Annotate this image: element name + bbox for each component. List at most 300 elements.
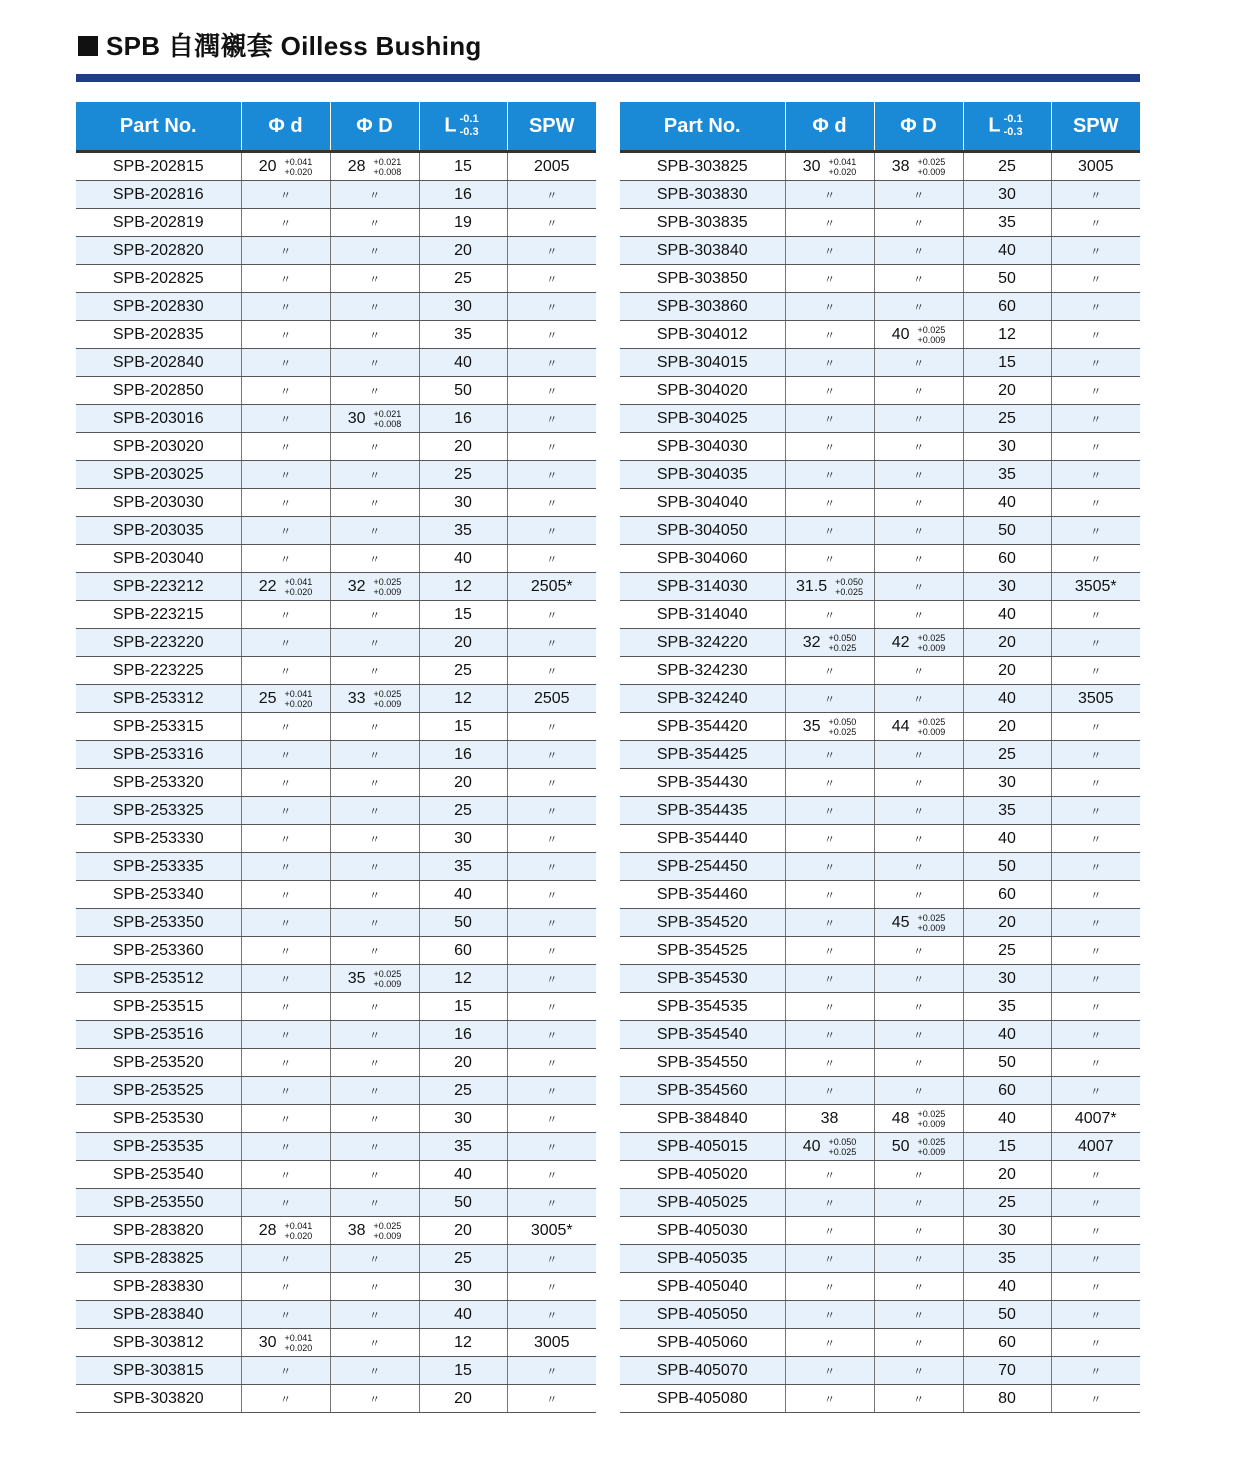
inner-diameter-cell-value: 〃 bbox=[280, 273, 291, 286]
inner-diameter-cell-value: 〃 bbox=[824, 329, 835, 342]
spw-cell bbox=[507, 181, 596, 209]
part-no-cell bbox=[76, 1077, 241, 1105]
spw-cell-value: 〃 bbox=[546, 945, 558, 958]
outer-diameter-cell bbox=[874, 1217, 963, 1245]
spw-cell bbox=[1051, 349, 1140, 377]
inner-diameter-cell bbox=[241, 1077, 330, 1105]
part-no-cell-value: SPB-253350 bbox=[112, 913, 204, 931]
part-no-cell bbox=[76, 1273, 241, 1301]
table-row bbox=[76, 853, 596, 881]
part-no-cell bbox=[620, 629, 785, 657]
outer-diameter-cell-value: 〃 bbox=[369, 945, 380, 958]
part-no-cell bbox=[76, 1245, 241, 1273]
length-cell-value: 40 bbox=[998, 493, 1016, 511]
part-no-cell bbox=[76, 517, 241, 545]
part-no-cell bbox=[620, 152, 785, 181]
length-cell bbox=[419, 1021, 507, 1049]
spw-cell-value: 〃 bbox=[546, 1085, 558, 1098]
part-no-cell-value: SPB-202815 bbox=[112, 157, 204, 175]
outer-diameter-cell-value: 〃 bbox=[369, 301, 380, 314]
outer-diameter-cell-value: 〃 bbox=[913, 525, 924, 538]
part-no-cell-value: SPB-324240 bbox=[656, 689, 748, 707]
table-row bbox=[76, 909, 596, 937]
length-cell bbox=[419, 769, 507, 797]
header-part-no: Part No. bbox=[620, 102, 785, 152]
length-cell bbox=[963, 517, 1051, 545]
spw-cell-value: 〃 bbox=[546, 833, 558, 846]
part-no-cell-value: SPB-354420 bbox=[656, 717, 748, 735]
spw-cell-value: 〃 bbox=[546, 749, 558, 762]
inner-diameter-cell bbox=[785, 405, 874, 433]
part-no-cell bbox=[620, 1049, 785, 1077]
length-cell-value: 30 bbox=[454, 297, 472, 315]
spw-cell-value: 〃 bbox=[1090, 1365, 1102, 1378]
outer-diameter-cell bbox=[874, 377, 963, 405]
part-no-cell bbox=[620, 1245, 785, 1273]
part-no-cell bbox=[620, 1217, 785, 1245]
outer-diameter-cell bbox=[330, 1329, 419, 1357]
outer-diameter-cell-value: 〃 bbox=[369, 1393, 380, 1406]
inner-diameter-cell-value: 〃 bbox=[280, 217, 291, 230]
inner-diameter-cell-value: 〃 bbox=[280, 357, 291, 370]
tolerance: +0.025 +0.009 bbox=[917, 324, 946, 345]
length-cell-value: 25 bbox=[454, 269, 472, 287]
spw-cell-value: 3005 bbox=[533, 1333, 570, 1351]
outer-diameter-cell bbox=[330, 881, 419, 909]
inner-diameter-cell bbox=[785, 433, 874, 461]
part-no-cell-value: SPB-223220 bbox=[112, 633, 204, 651]
inner-diameter-cell-value: 〃 bbox=[280, 973, 291, 986]
part-no-cell-value: SPB-203025 bbox=[112, 465, 204, 483]
length-cell-value: 30 bbox=[454, 1109, 472, 1127]
table-row bbox=[76, 657, 596, 685]
table-row bbox=[620, 601, 1140, 629]
inner-diameter-cell bbox=[785, 349, 874, 377]
inner-diameter-cell bbox=[241, 937, 330, 965]
table-row bbox=[620, 881, 1140, 909]
spw-cell bbox=[1051, 1105, 1140, 1133]
part-no-cell-value: SPB-203040 bbox=[112, 549, 204, 567]
inner-diameter-cell-value: 〃 bbox=[824, 469, 835, 482]
inner-diameter-cell bbox=[241, 1105, 330, 1133]
inner-diameter-cell bbox=[785, 1329, 874, 1357]
length-cell-value: 15 bbox=[454, 1361, 472, 1379]
inner-diameter-cell-value: 〃 bbox=[824, 805, 835, 818]
spw-cell-value: 〃 bbox=[1090, 441, 1102, 454]
inner-diameter-cell bbox=[241, 993, 330, 1021]
inner-diameter-cell bbox=[785, 1189, 874, 1217]
inner-diameter-cell bbox=[785, 1273, 874, 1301]
header-spw: SPW bbox=[507, 102, 596, 152]
spw-cell-value: 〃 bbox=[546, 1057, 558, 1070]
spw-cell-value: 〃 bbox=[1090, 637, 1102, 650]
outer-diameter-cell-value: 〃 bbox=[913, 1029, 924, 1042]
length-cell bbox=[963, 1049, 1051, 1077]
inner-diameter-cell-value: 〃 bbox=[280, 329, 291, 342]
part-no-cell bbox=[76, 1217, 241, 1245]
length-cell-value: 25 bbox=[998, 941, 1016, 959]
part-no-cell bbox=[76, 993, 241, 1021]
part-no-cell bbox=[76, 209, 241, 237]
table-row bbox=[620, 657, 1140, 685]
table-row bbox=[620, 545, 1140, 573]
part-no-cell bbox=[620, 1161, 785, 1189]
part-no-cell-value: SPB-354550 bbox=[656, 1053, 748, 1071]
spw-cell bbox=[507, 629, 596, 657]
spw-cell-value: 〃 bbox=[1090, 1225, 1102, 1238]
spw-cell-value: 〃 bbox=[1090, 833, 1102, 846]
table-row bbox=[76, 237, 596, 265]
length-cell bbox=[963, 265, 1051, 293]
spw-cell bbox=[507, 377, 596, 405]
length-cell bbox=[963, 657, 1051, 685]
inner-diameter-cell bbox=[241, 321, 330, 349]
outer-diameter-cell bbox=[330, 237, 419, 265]
tolerance: +0.025 +0.009 bbox=[373, 1220, 402, 1241]
length-cell bbox=[419, 433, 507, 461]
inner-diameter-cell bbox=[785, 797, 874, 825]
part-no-cell bbox=[620, 573, 785, 601]
part-no-cell bbox=[620, 1021, 785, 1049]
part-no-cell bbox=[620, 685, 785, 713]
inner-diameter-cell bbox=[785, 909, 874, 937]
spw-cell bbox=[507, 993, 596, 1021]
table-row bbox=[620, 181, 1140, 209]
inner-diameter-cell-value: 〃 bbox=[280, 1057, 291, 1070]
spw-cell-value: 〃 bbox=[1090, 525, 1102, 538]
inner-diameter-cell-value: 〃 bbox=[824, 861, 835, 874]
part-no-cell bbox=[76, 1049, 241, 1077]
header-outer-diameter: Φ D bbox=[874, 102, 963, 152]
inner-diameter-cell-value: 〃 bbox=[824, 1001, 835, 1014]
spw-cell-value: 〃 bbox=[1090, 1169, 1102, 1182]
spw-cell bbox=[1051, 629, 1140, 657]
length-cell bbox=[419, 293, 507, 321]
table-row bbox=[76, 209, 596, 237]
inner-diameter-cell bbox=[785, 965, 874, 993]
length-cell-value: 15 bbox=[454, 605, 472, 623]
spw-cell bbox=[507, 937, 596, 965]
inner-diameter-cell-value: 〃 bbox=[280, 1001, 291, 1014]
part-no-cell bbox=[620, 1077, 785, 1105]
spw-cell-value: 〃 bbox=[546, 301, 558, 314]
length-cell bbox=[419, 601, 507, 629]
inner-diameter-cell bbox=[785, 489, 874, 517]
spw-cell bbox=[1051, 237, 1140, 265]
length-cell-value: 30 bbox=[454, 1277, 472, 1295]
spw-cell bbox=[1051, 1189, 1140, 1217]
outer-diameter-cell bbox=[874, 433, 963, 461]
outer-diameter-cell bbox=[874, 1385, 963, 1413]
outer-diameter-cell bbox=[330, 321, 419, 349]
part-no-cell-value: SPB-324230 bbox=[656, 661, 748, 679]
spw-cell-value: 〃 bbox=[1090, 301, 1102, 314]
length-cell-value: 50 bbox=[998, 857, 1016, 875]
outer-diameter-cell-value: 〃 bbox=[913, 609, 924, 622]
length-cell-value: 16 bbox=[454, 745, 472, 763]
spw-cell-value: 〃 bbox=[1090, 1337, 1102, 1350]
outer-diameter-cell bbox=[330, 209, 419, 237]
inner-diameter-cell bbox=[241, 1133, 330, 1161]
part-no-cell-value: SPB-303820 bbox=[112, 1389, 204, 1407]
part-no-cell-value: SPB-203030 bbox=[112, 493, 204, 511]
spw-cell bbox=[507, 965, 596, 993]
inner-diameter-cell-value: 〃 bbox=[280, 525, 291, 538]
outer-diameter-cell-value: 〃 bbox=[913, 889, 924, 902]
part-no-cell-value: SPB-203035 bbox=[112, 521, 204, 539]
header-inner-diameter: Φ d bbox=[785, 102, 874, 152]
outer-diameter-cell bbox=[874, 853, 963, 881]
part-no-cell bbox=[620, 517, 785, 545]
inner-diameter-cell bbox=[241, 1385, 330, 1413]
part-no-cell bbox=[76, 461, 241, 489]
spw-cell bbox=[1051, 1329, 1140, 1357]
outer-diameter-cell-value: 〃 bbox=[369, 329, 380, 342]
length-cell bbox=[419, 657, 507, 685]
inner-diameter-cell-value: 〃 bbox=[280, 1393, 291, 1406]
spw-cell bbox=[507, 489, 596, 517]
inner-diameter-cell-value: 31.5 bbox=[796, 577, 828, 595]
outer-diameter-cell bbox=[874, 769, 963, 797]
table-row bbox=[620, 405, 1140, 433]
table-row bbox=[620, 741, 1140, 769]
spw-cell-value: 〃 bbox=[1090, 217, 1102, 230]
length-cell-value: 35 bbox=[998, 997, 1016, 1015]
outer-diameter-cell-value: 〃 bbox=[913, 1281, 924, 1294]
outer-diameter-cell-value: 〃 bbox=[369, 609, 380, 622]
part-no-cell bbox=[620, 797, 785, 825]
outer-diameter-cell bbox=[874, 1021, 963, 1049]
outer-diameter-cell-value: 50 bbox=[891, 1137, 910, 1155]
inner-diameter-cell-value: 〃 bbox=[824, 1225, 835, 1238]
part-no-cell-value: SPB-314040 bbox=[656, 605, 748, 623]
outer-diameter-cell bbox=[874, 349, 963, 377]
inner-diameter-cell-value: 〃 bbox=[824, 1085, 835, 1098]
table-row bbox=[620, 1273, 1140, 1301]
inner-diameter-cell bbox=[241, 797, 330, 825]
outer-diameter-cell bbox=[874, 545, 963, 573]
part-no-cell-value: SPB-304060 bbox=[656, 549, 748, 567]
part-no-cell bbox=[620, 181, 785, 209]
part-no-cell-value: SPB-354520 bbox=[656, 913, 748, 931]
part-no-cell-value: SPB-304035 bbox=[656, 465, 748, 483]
length-cell-value: 50 bbox=[998, 1053, 1016, 1071]
spw-cell bbox=[1051, 1049, 1140, 1077]
outer-diameter-cell bbox=[330, 657, 419, 685]
inner-diameter-cell-value: 〃 bbox=[280, 1085, 291, 1098]
inner-diameter-cell bbox=[241, 741, 330, 769]
outer-diameter-cell bbox=[330, 545, 419, 573]
inner-diameter-cell-value: 〃 bbox=[280, 917, 291, 930]
length-tolerance: -0.1 -0.3 bbox=[1003, 113, 1023, 138]
length-cell bbox=[963, 853, 1051, 881]
outer-diameter-cell-value: 〃 bbox=[913, 1001, 924, 1014]
table-body bbox=[620, 152, 1140, 1413]
spw-cell bbox=[1051, 265, 1140, 293]
length-cell bbox=[963, 349, 1051, 377]
length-cell-value: 20 bbox=[454, 633, 472, 651]
spw-cell-value: 〃 bbox=[546, 385, 558, 398]
part-no-cell-value: SPB-303830 bbox=[656, 185, 748, 203]
part-no-cell bbox=[620, 909, 785, 937]
inner-diameter-cell bbox=[785, 629, 874, 657]
length-cell-value: 20 bbox=[998, 1165, 1016, 1183]
table-row bbox=[76, 489, 596, 517]
part-no-cell-value: SPB-253335 bbox=[112, 857, 204, 875]
length-cell bbox=[963, 741, 1051, 769]
outer-diameter-cell-value: 〃 bbox=[369, 1253, 380, 1266]
spw-cell bbox=[1051, 1217, 1140, 1245]
inner-diameter-cell bbox=[785, 1161, 874, 1189]
spw-cell-value: 〃 bbox=[1090, 1197, 1102, 1210]
table-row bbox=[76, 1133, 596, 1161]
spw-cell-value: 〃 bbox=[546, 1029, 558, 1042]
outer-diameter-cell-value: 〃 bbox=[913, 805, 924, 818]
header-row bbox=[76, 102, 596, 152]
table-row bbox=[620, 1357, 1140, 1385]
inner-diameter-cell-value: 〃 bbox=[824, 525, 835, 538]
table-row bbox=[76, 321, 596, 349]
inner-diameter-cell-value: 〃 bbox=[280, 805, 291, 818]
outer-diameter-cell bbox=[330, 1105, 419, 1133]
part-no-cell-value: SPB-405015 bbox=[656, 1137, 748, 1155]
outer-diameter-cell bbox=[330, 965, 419, 993]
part-no-cell-value: SPB-202816 bbox=[112, 185, 204, 203]
tolerance: +0.050 +0.025 bbox=[835, 576, 863, 597]
length-cell-value: 40 bbox=[998, 1109, 1016, 1127]
table-row bbox=[620, 825, 1140, 853]
length-cell bbox=[963, 685, 1051, 713]
outer-diameter-cell-value: 〃 bbox=[913, 553, 924, 566]
spw-cell bbox=[507, 1329, 596, 1357]
inner-diameter-cell bbox=[241, 1189, 330, 1217]
length-cell bbox=[419, 685, 507, 713]
inner-diameter-cell-value: 〃 bbox=[280, 749, 291, 762]
length-cell bbox=[963, 405, 1051, 433]
outer-diameter-cell-value: 〃 bbox=[913, 861, 924, 874]
part-no-cell bbox=[620, 741, 785, 769]
table-row bbox=[76, 629, 596, 657]
spw-cell bbox=[507, 1301, 596, 1329]
outer-diameter-cell-value: 〃 bbox=[913, 1169, 924, 1182]
inner-diameter-cell bbox=[241, 152, 330, 181]
outer-diameter-cell bbox=[330, 293, 419, 321]
inner-diameter-cell bbox=[241, 1357, 330, 1385]
table-row bbox=[620, 853, 1140, 881]
inner-diameter-cell bbox=[241, 769, 330, 797]
inner-diameter-cell-value: 〃 bbox=[824, 749, 835, 762]
part-no-cell bbox=[620, 349, 785, 377]
outer-diameter-cell-value: 〃 bbox=[369, 1057, 380, 1070]
length-cell-value: 40 bbox=[998, 829, 1016, 847]
inner-diameter-cell-value: 〃 bbox=[280, 833, 291, 846]
inner-diameter-cell bbox=[785, 545, 874, 573]
part-no-cell bbox=[620, 1385, 785, 1413]
spw-cell-value: 2005 bbox=[533, 157, 570, 175]
inner-diameter-cell-value: 〃 bbox=[824, 833, 835, 846]
outer-diameter-cell bbox=[330, 1133, 419, 1161]
length-cell bbox=[419, 152, 507, 181]
length-cell bbox=[419, 1329, 507, 1357]
outer-diameter-cell-value: 〃 bbox=[369, 217, 380, 230]
outer-diameter-cell-value: 〃 bbox=[913, 1365, 924, 1378]
spw-cell bbox=[507, 1217, 596, 1245]
length-cell-value: 40 bbox=[454, 1305, 472, 1323]
part-no-cell bbox=[620, 545, 785, 573]
length-cell bbox=[963, 377, 1051, 405]
spw-cell-value: 〃 bbox=[546, 497, 558, 510]
table-row bbox=[620, 573, 1140, 601]
spw-cell bbox=[507, 1385, 596, 1413]
spw-cell-value: 〃 bbox=[1090, 1001, 1102, 1014]
part-no-cell-value: SPB-253312 bbox=[112, 689, 204, 707]
inner-diameter-cell-value: 〃 bbox=[824, 1169, 835, 1182]
inner-diameter-cell-value: 〃 bbox=[824, 889, 835, 902]
length-cell-value: 35 bbox=[998, 801, 1016, 819]
inner-diameter-cell-value: 32 bbox=[802, 633, 821, 651]
outer-diameter-cell bbox=[330, 629, 419, 657]
length-cell bbox=[963, 1357, 1051, 1385]
length-cell bbox=[963, 909, 1051, 937]
spw-cell bbox=[507, 1133, 596, 1161]
part-no-cell bbox=[76, 1105, 241, 1133]
table-row bbox=[76, 1329, 596, 1357]
inner-diameter-cell-value: 〃 bbox=[824, 665, 835, 678]
table-row bbox=[620, 209, 1140, 237]
length-cell-value: 30 bbox=[998, 1221, 1016, 1239]
length-cell bbox=[419, 1105, 507, 1133]
part-no-cell-value: SPB-405060 bbox=[656, 1333, 748, 1351]
spw-cell-value: 〃 bbox=[546, 805, 558, 818]
header-part-no: Part No. bbox=[76, 102, 241, 152]
length-cell bbox=[963, 1217, 1051, 1245]
part-no-cell-value: SPB-354440 bbox=[656, 829, 748, 847]
outer-diameter-cell-value: 〃 bbox=[913, 413, 924, 426]
spw-cell-value: 〃 bbox=[546, 721, 558, 734]
part-no-cell-value: SPB-405070 bbox=[656, 1361, 748, 1379]
outer-diameter-cell bbox=[330, 909, 419, 937]
outer-diameter-cell bbox=[330, 797, 419, 825]
inner-diameter-cell bbox=[241, 573, 330, 601]
length-cell-value: 25 bbox=[998, 1193, 1016, 1211]
spw-cell bbox=[507, 853, 596, 881]
inner-diameter-cell-value: 〃 bbox=[280, 665, 291, 678]
square-bullet-icon bbox=[78, 36, 98, 56]
part-no-cell bbox=[76, 825, 241, 853]
header-outer-diameter: Φ D bbox=[330, 102, 419, 152]
table-row bbox=[620, 629, 1140, 657]
outer-diameter-cell-value: 〃 bbox=[913, 217, 924, 230]
length-cell bbox=[963, 993, 1051, 1021]
part-no-cell bbox=[76, 293, 241, 321]
outer-diameter-cell bbox=[330, 937, 419, 965]
spw-cell-value: 3005 bbox=[1077, 157, 1114, 175]
inner-diameter-cell bbox=[241, 293, 330, 321]
part-no-cell bbox=[76, 237, 241, 265]
outer-diameter-cell bbox=[330, 601, 419, 629]
table-row bbox=[76, 965, 596, 993]
outer-diameter-cell-value: 〃 bbox=[913, 497, 924, 510]
outer-diameter-cell bbox=[874, 517, 963, 545]
spw-cell bbox=[1051, 1357, 1140, 1385]
length-cell-value: 40 bbox=[998, 1277, 1016, 1295]
header-length: L -0.1 -0.3 bbox=[419, 102, 507, 152]
table-row bbox=[76, 1301, 596, 1329]
length-cell bbox=[963, 1329, 1051, 1357]
length-cell bbox=[419, 489, 507, 517]
inner-diameter-cell bbox=[785, 1301, 874, 1329]
part-no-cell-value: SPB-405040 bbox=[656, 1277, 748, 1295]
